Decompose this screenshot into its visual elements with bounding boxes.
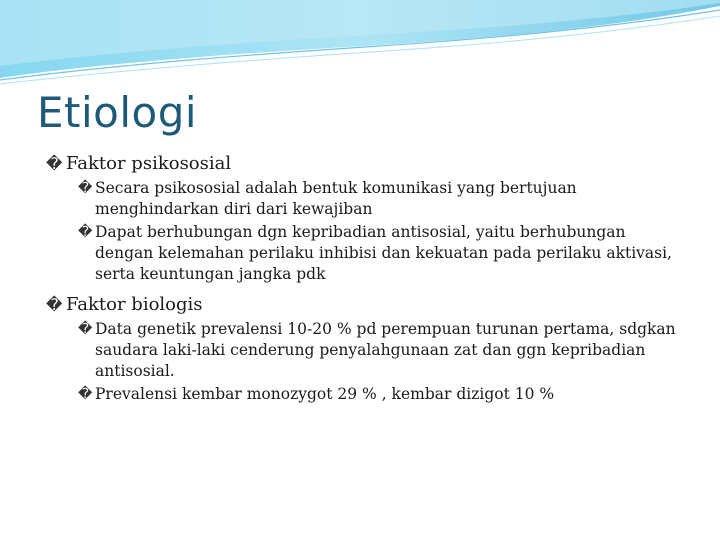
section-heading-text: Faktor psikososial <box>66 153 232 174</box>
bullet-icon: � <box>46 154 63 173</box>
list-item <box>78 222 686 285</box>
slide-title: Etiologi <box>37 88 198 137</box>
section-heading-biologis <box>46 293 686 317</box>
section-heading-text: Faktor biologis <box>66 294 203 315</box>
bullet-icon: � <box>78 386 93 402</box>
list-item-text: Prevalensi kembar monozygot 29 % , kembar dizigot 10 % <box>95 385 555 403</box>
list-item-text: Data genetik prevalensi 10-20 % pd perempuan turunan pertama, sdgkan saudara laki-laki cenderung penyalahgunaan zat dan ggn kepribadian antisosial. <box>95 320 676 380</box>
bullet-icon: � <box>46 295 63 314</box>
list-item-text: Dapat berhubungan dgn kepribadian antisosial, yaitu berhubungan dengan kelemahan perilaku inhibisi dan kekuatan pada perilaku aktivasi, serta keuntungan jangka pdk <box>95 223 672 283</box>
bullet-icon: � <box>78 321 93 337</box>
list-item <box>78 178 686 220</box>
bullet-icon: � <box>78 224 93 240</box>
list-item <box>78 319 686 382</box>
section-heading-psikososial <box>46 152 686 176</box>
bullet-icon: � <box>78 180 93 196</box>
header-wave-decoration <box>0 0 720 90</box>
slide-content <box>46 152 686 405</box>
list-item <box>78 384 686 405</box>
list-item-text: Secara psikososial adalah bentuk komunikasi yang bertujuan menghindarkan diri dari kewajiban <box>95 179 577 218</box>
